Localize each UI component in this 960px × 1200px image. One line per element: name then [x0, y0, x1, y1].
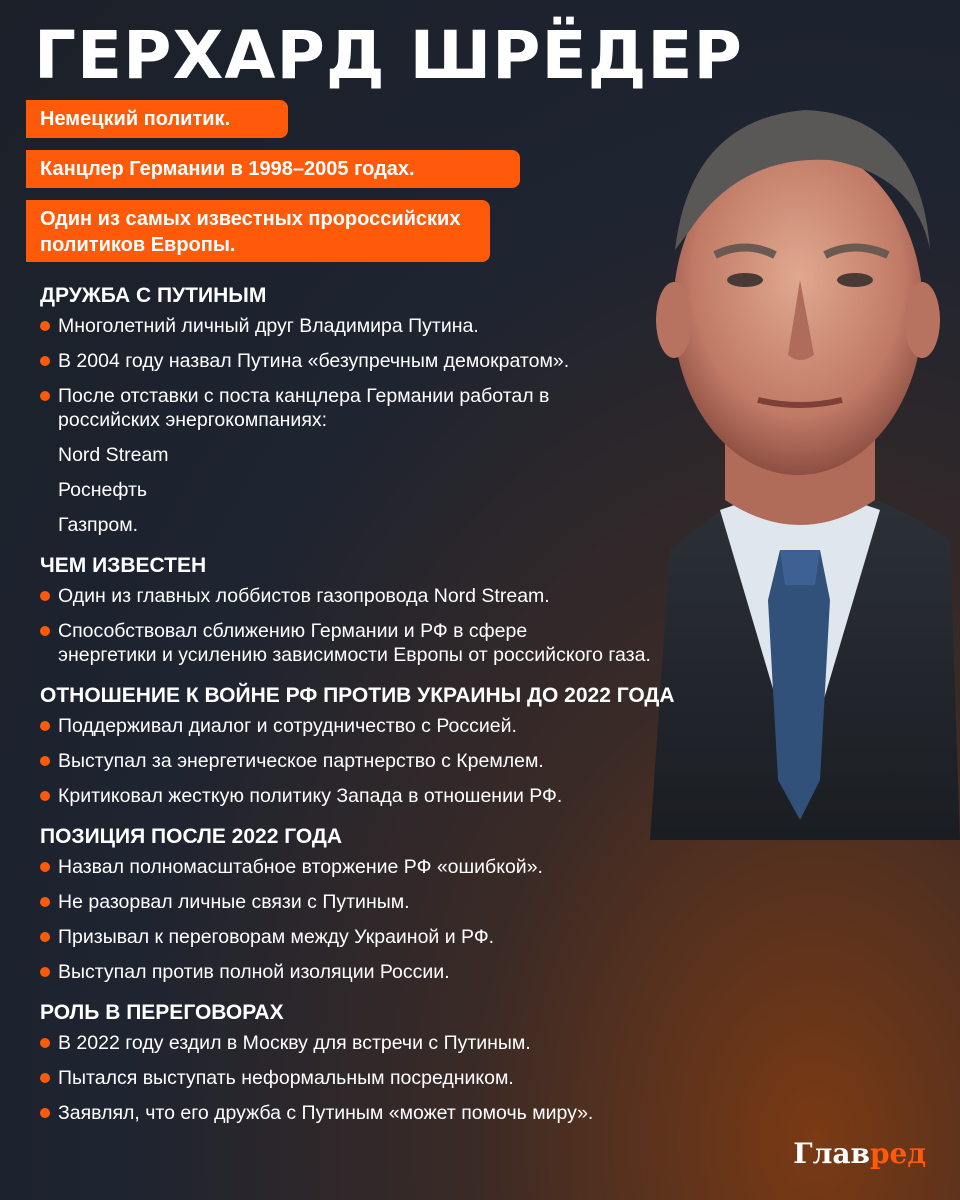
- summary-tag: Один из самых известных пророссийских политиков Европы.: [26, 200, 490, 262]
- list-item: Призывал к переговорам между Украиной и РФ.: [40, 925, 690, 949]
- section-friendship: [40, 278, 690, 537]
- list-item: Способствовал сближению Германии и РФ в сфере: [40, 619, 690, 643]
- company-item: Nord Stream: [58, 444, 169, 466]
- list-item: В 2004 году назвал Путина «безупречным демократом».: [40, 349, 690, 373]
- list-item: Не разорвал личные связи с Путиным.: [40, 890, 690, 914]
- list-item-continuation: энергетики и усилению зависимости Европы от российского газа.: [58, 644, 651, 666]
- company-item: Роснефть: [58, 479, 148, 501]
- section-title: ОТНОШЕНИЕ К ВОЙНЕ РФ ПРОТИВ УКРАИНЫ ДО 2022 ГОДА: [40, 684, 675, 707]
- section-title: ЧЕМ ИЗВЕСТЕН: [40, 554, 207, 577]
- list-item: Многолетний личный друг Владимира Путина.: [40, 314, 690, 338]
- summary-tag: Немецкий политик.: [26, 100, 288, 138]
- section-title: ДРУЖБА С ПУТИНЫМ: [40, 284, 267, 307]
- list-item: После отставки с поста канцлера Германии работал в: [40, 384, 690, 408]
- section-position-after-2022: [40, 819, 690, 984]
- summary-tags: [26, 100, 520, 274]
- list-item: Заявлял, что его дружба с Путиным «может помочь миру».: [40, 1101, 690, 1125]
- brand-logo: [793, 1137, 926, 1170]
- list-item: Выступал против полной изоляции России.: [40, 960, 690, 984]
- list-item: Назвал полномасштабное вторжение РФ «ошибкой».: [40, 855, 690, 879]
- list-item-continuation: российских энергокомпаниях:: [58, 409, 328, 431]
- main-content: [40, 278, 690, 1136]
- logo-text-accent: ред: [869, 1137, 926, 1170]
- section-known-for: [40, 548, 690, 667]
- section-title: РОЛЬ В ПЕРЕГОВОРАХ: [40, 1001, 284, 1024]
- section-negotiations: [40, 995, 690, 1125]
- section-title: ПОЗИЦИЯ ПОСЛЕ 2022 ГОДА: [40, 825, 343, 848]
- list-item: Поддерживал диалог и сотрудничество с Россией.: [40, 714, 690, 738]
- summary-tag: Канцлер Германии в 1998–2005 годах.: [26, 150, 520, 188]
- list-item: Пытался выступать неформальным посредником.: [40, 1066, 690, 1090]
- logo-text-main: Глав: [793, 1137, 870, 1170]
- list-item: Один из главных лоббистов газопровода Nord Stream.: [40, 584, 690, 608]
- page-title: ГЕРХАРД ШРЁДЕР: [34, 17, 743, 94]
- list-item: В 2022 году ездил в Москву для встречи с Путиным.: [40, 1031, 690, 1055]
- list-item: Критиковал жесткую политику Запада в отношении РФ.: [40, 784, 690, 808]
- company-item: Газпром.: [58, 514, 139, 536]
- section-war-before-2022: [40, 678, 690, 808]
- list-item: Выступал за энергетическое партнерство с Кремлем.: [40, 749, 690, 773]
